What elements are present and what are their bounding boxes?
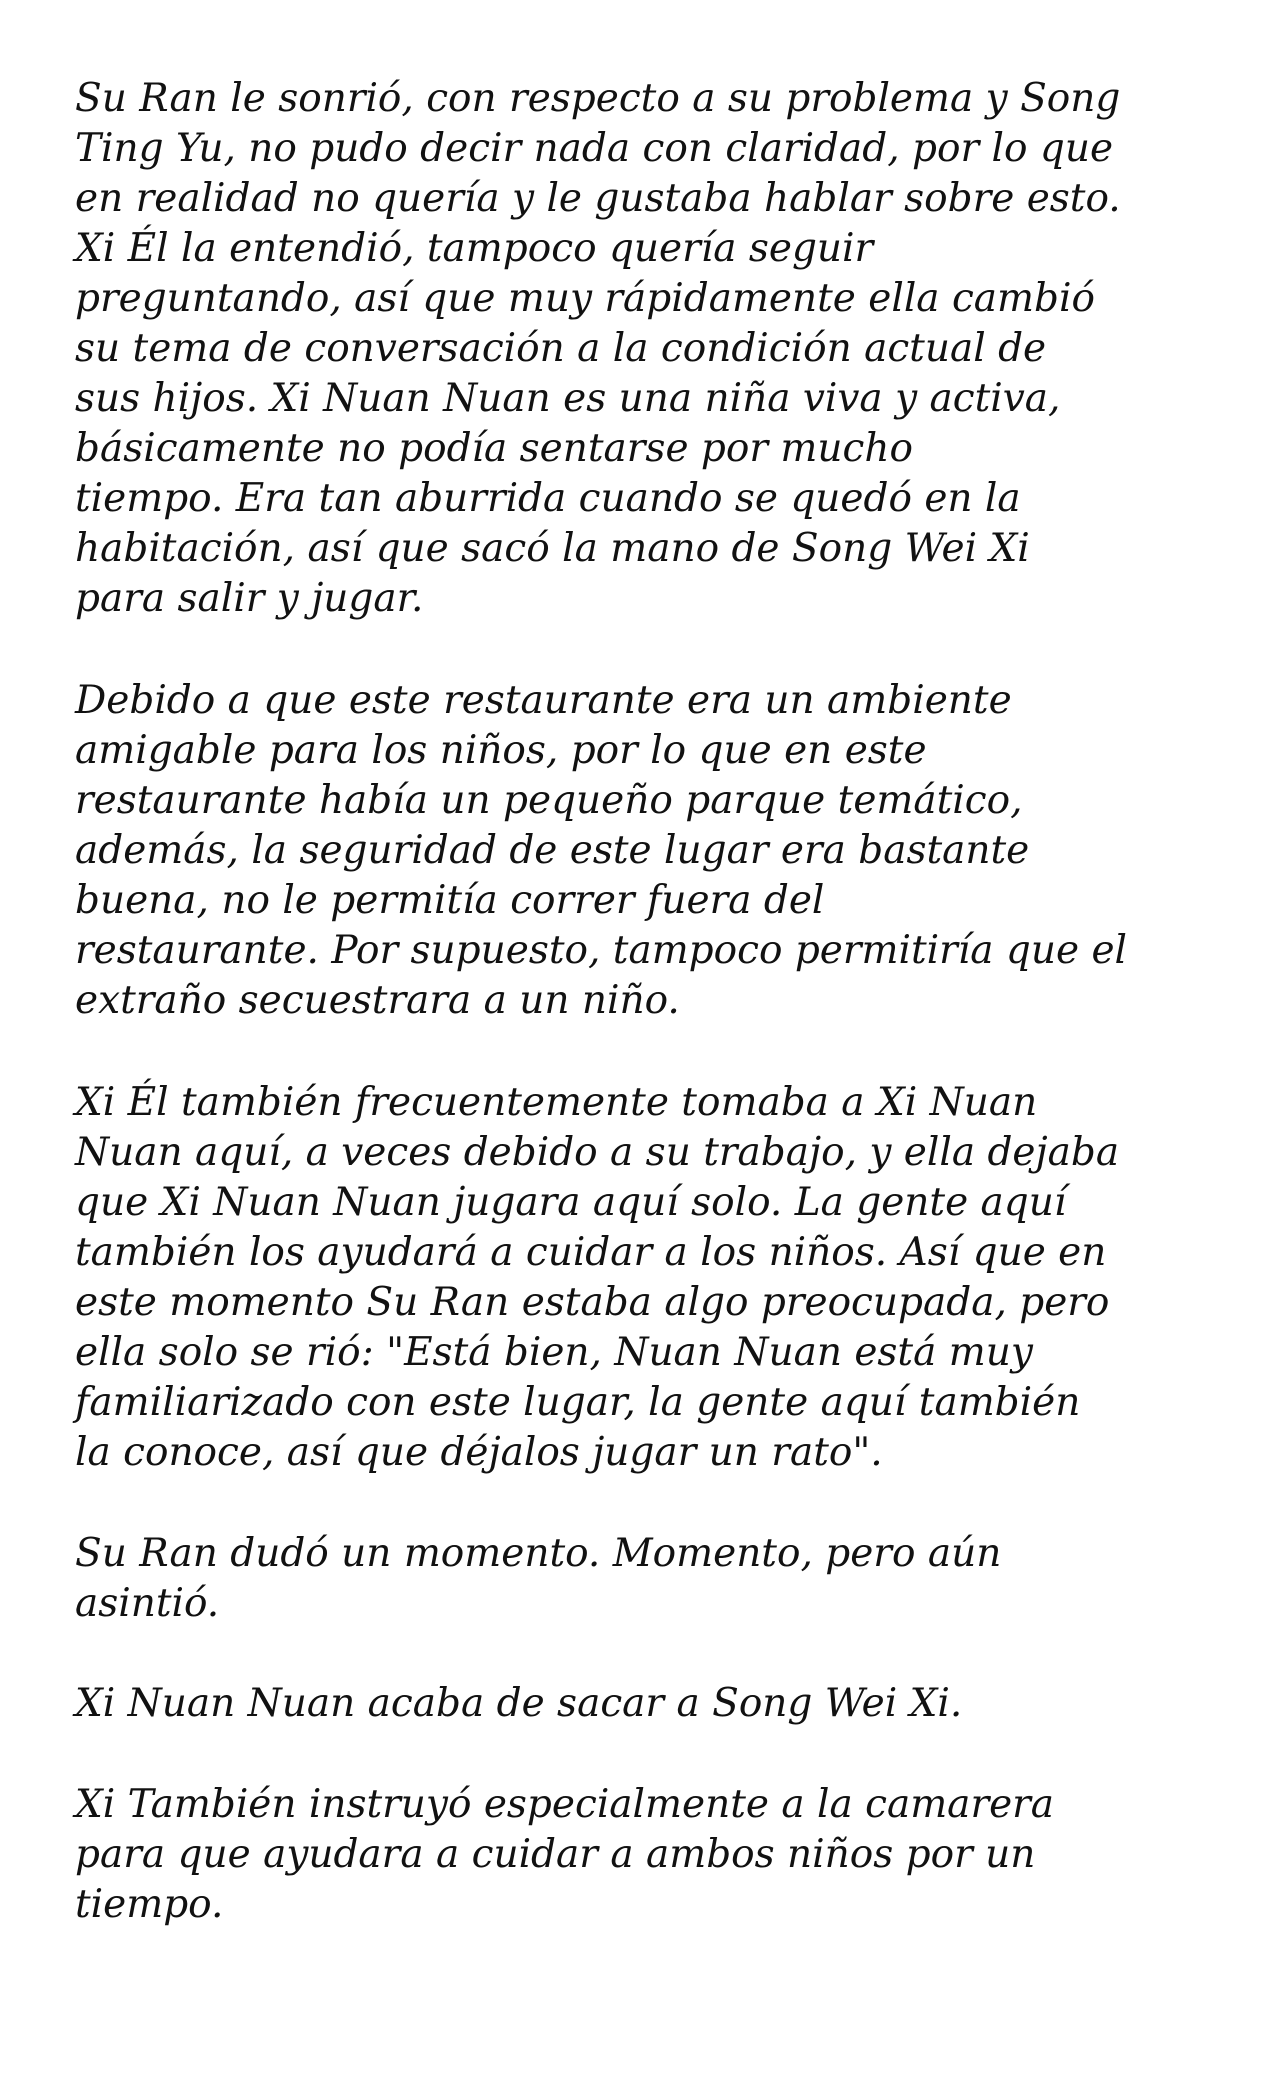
text-line: familiarizado con este lugar, la gente aquí también	[75, 1380, 1081, 1425]
paragraph-5	[75, 1679, 1215, 1729]
paragraph-4	[75, 1529, 1215, 1629]
text-line: en realidad no quería y le gustaba hablar sobre esto.	[75, 176, 1121, 221]
text-line: Xi También instruyó especialmente a la camarera	[75, 1782, 1055, 1827]
text-line: este momento Su Ran estaba algo preocupada, pero	[75, 1280, 1110, 1325]
text-line: que Xi Nuan Nuan jugara aquí solo. La gente aquí	[75, 1180, 1067, 1225]
paragraph-6	[75, 1780, 1215, 1930]
paragraph-1	[75, 74, 1215, 624]
text-line: extraño secuestrara a un niño.	[75, 978, 680, 1023]
paragraph-2	[75, 676, 1215, 1026]
text-line: Su Ran dudó un momento. Momento, pero aún	[75, 1531, 1002, 1576]
text-line: ella solo se rió: "Está bien, Nuan Nuan está muy	[75, 1330, 1033, 1375]
text-line: Su Ran le sonrió, con respecto a su problema y Song	[75, 76, 1121, 121]
text-line: tiempo.	[75, 1882, 224, 1927]
text-line: restaurante había un pequeño parque temático,	[75, 778, 1023, 823]
text-line: tiempo. Era tan aburrida cuando se quedó en la	[75, 476, 1021, 521]
text-line: buena, no le permitía correr fuera del	[75, 878, 825, 923]
text-line: habitación, así que sacó la mano de Song Wei Xi	[75, 526, 1030, 571]
text-line: amigable para los niños, por lo que en este	[75, 728, 927, 773]
text-line: preguntando, así que muy rápidamente ella cambió	[75, 276, 1095, 321]
text-line: Xi Él la entendió, tampoco quería seguir	[75, 226, 874, 271]
text-line: Nuan aquí, a veces debido a su trabajo, y ella dejaba	[75, 1130, 1120, 1175]
text-line: restaurante. Por supuesto, tampoco permitiría que el	[75, 928, 1128, 973]
text-line: para que ayudara a cuidar a ambos niños por un	[75, 1832, 1036, 1877]
text-line: la conoce, así que déjalos jugar un rato".	[75, 1430, 883, 1475]
text-line: sus hijos. Xi Nuan Nuan es una niña viva y activa,	[75, 376, 1061, 421]
text-line: además, la seguridad de este lugar era bastante	[75, 828, 1030, 873]
text-line: Xi Nuan Nuan acaba de sacar a Song Wei Xi.	[75, 1681, 963, 1726]
text-line: su tema de conversación a la condición actual de	[75, 326, 1047, 371]
text-line: básicamente no podía sentarse por mucho	[75, 426, 913, 471]
text-line: asintió.	[75, 1581, 220, 1626]
text-line: Xi Él también frecuentemente tomaba a Xi Nuan	[75, 1080, 1038, 1125]
paragraph-3	[75, 1078, 1215, 1478]
text-line: también los ayudará a cuidar a los niños. Así que en	[75, 1230, 1107, 1275]
text-line: para salir y jugar.	[75, 576, 424, 621]
text-line: Debido a que este restaurante era un ambiente	[75, 678, 1012, 723]
text-line: Ting Yu, no pudo decir nada con claridad, por lo que	[75, 126, 1114, 171]
